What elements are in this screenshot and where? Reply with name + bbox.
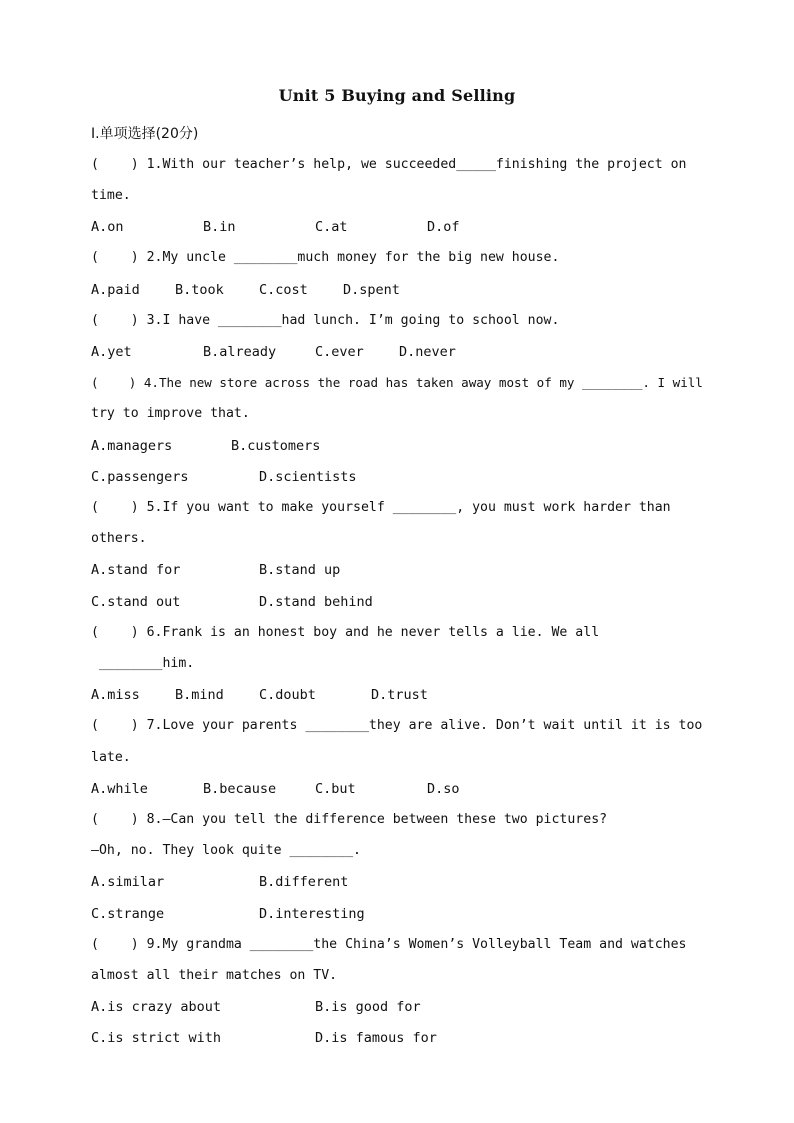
question-8-option-d: D.interesting [259,906,365,922]
question-2-option-a: A.paid [91,282,140,298]
question-7-option-b: B.because [203,781,277,797]
question-1-option-d: D.of [427,219,460,235]
question-3-option-a: A.yet [91,344,132,360]
question-9-text-cont: almost all their matches on TV. [91,968,338,983]
question-6-option-c: C.doubt [259,687,316,703]
question-2-option-b: B.took [175,282,224,298]
question-4-option-b: B.customers [231,438,321,454]
question-9-option-a: A.is crazy about [91,999,222,1015]
page-title: Unit 5 Buying and Selling [278,86,516,105]
question-3-option-c: C.ever [315,344,364,360]
question-3-text: ( ) 3.I have ________had lunch. I’m going to school now. [91,313,560,328]
question-8-option-a: A.similar [91,874,165,890]
question-9-text: ( ) 9.My grandma ________the China’s Women’s Volleyball Team and watches [91,937,687,952]
question-1-option-c: C.at [315,219,348,235]
question-8-text: ( ) 8.—Can you tell the difference between these two pictures? [91,812,608,827]
question-6-option-a: A.miss [91,687,140,703]
question-1-text-cont: time. [91,188,131,203]
question-7-text-cont: late. [91,750,131,765]
question-9-option-d: D.is famous for [315,1030,437,1046]
question-3-option-d: D.never [399,344,456,360]
question-1-text: ( ) 1.With our teacher’s help, we succeeded_____finishing the project on [91,157,687,172]
question-1-option-a: A.on [91,219,124,235]
question-9-option-b: B.is good for [315,999,421,1015]
question-3-option-b: B.already [203,344,277,360]
question-2-option-d: D.spent [343,282,400,298]
question-7-option-a: A.while [91,781,148,797]
question-8-option-b: B.different [259,874,349,890]
section-heading: Ⅰ.单项选择(20分) [91,126,199,142]
question-5-option-b: B.stand up [259,562,341,578]
question-6-text-cont: ________him. [91,656,195,671]
question-4-text-cont: try to improve that. [91,406,250,421]
question-4-option-a: A.managers [91,438,173,454]
question-6-option-b: B.mind [175,687,224,703]
question-7-option-c: C.but [315,781,356,797]
question-5-text: ( ) 5.If you want to make yourself ________, you must work harder than [91,500,671,515]
question-8-option-c: C.strange [91,906,165,922]
question-4-option-c: C.passengers [91,469,189,485]
question-5-option-a: A.stand for [91,562,181,578]
question-4-option-d: D.scientists [259,469,357,485]
question-6-text: ( ) 6.Frank is an honest boy and he never tells a lie. We all [91,625,600,640]
question-4-text: ( ) 4.The new store across the road has taken away most of my ________. I will [91,375,703,390]
question-2-text: ( ) 2.My uncle ________much money for the big new house. [91,250,560,265]
question-2-option-c: C.cost [259,282,308,298]
question-7-option-d: D.so [427,781,460,797]
question-7-text: ( ) 7.Love your parents ________they are alive. Don’t wait until it is too [91,718,703,733]
question-6-option-d: D.trust [371,687,428,703]
question-5-option-d: D.stand behind [259,594,373,610]
question-1-option-b: B.in [203,219,236,235]
question-5-text-cont: others. [91,531,147,546]
question-9-option-c: C.is strict with [91,1030,222,1046]
question-8-text-cont: —Oh, no. They look quite ________. [91,843,361,858]
question-5-option-c: C.stand out [91,594,181,610]
